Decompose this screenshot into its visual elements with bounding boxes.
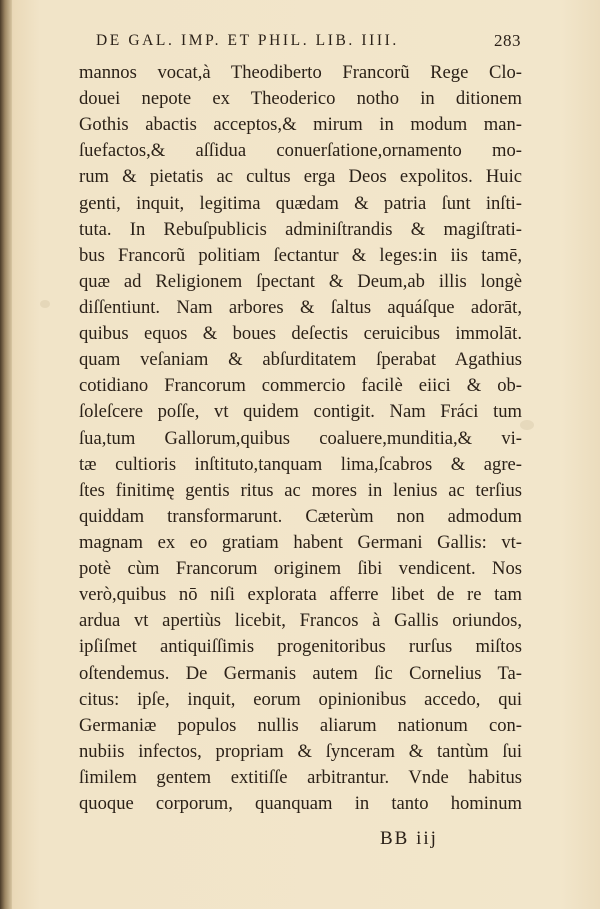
body-text [79,60,522,817]
text-line: diſſentiunt. Nam arbores & ſaltus aquáſque adorāt, [79,296,522,318]
text-line: ſoleſcere poſſe, vt quidem contigit. Nam Fráci tum [79,401,522,423]
text-line: verò,quibus nō niſi explorata afferre libet de re tam [79,584,522,606]
paper-stain [520,420,534,430]
text-line: quiddam transformarunt. Cæterùm non admodum [79,505,522,527]
text-line: cotidiano Francorum commercio facilè eiici & ob- [79,375,522,397]
paper-stain [40,300,50,308]
running-title: DE GAL. IMP. ET PHIL. LIB. IIII. [96,32,399,49]
text-line: ſua,tum Gallorum,quibus coaluere,munditia,& vi- [79,427,522,449]
text-line: ſimilem gentem extitiſſe arbitrantur. Vnde habitus [79,766,522,788]
page-number: 283 [494,31,521,50]
text-line: quam veſaniam & abſurditatem ſperabat Agathius [79,349,522,371]
signature-mark: BB iij [380,828,438,849]
text-line: ardua vt apertiùs licebit, Francos à Gallis oriundos, [79,610,522,632]
text-line: quæ ad Religionem ſpectant & Deum,ab illis longè [79,270,522,292]
text-line: tuta. In Rebuſpublicis adminiſtrandis & magiſtrati- [79,218,522,240]
text-line: genti, inquit, legitima quædam & patria ſunt inſti- [79,192,522,214]
text-line: tæ cultioris inſtituto,tanquam lima,ſcabros & agre- [79,453,522,475]
text-line: ipſiſmet antiquiſſimis progenitoribus rurſus miſtos [79,636,522,658]
text-line: citus: ipſe, inquit, eorum opinionibus accedo, qui [79,688,522,710]
text-line: Gothis abactis acceptos,& mirum in modum man- [79,114,522,136]
text-line: potè cùm Francorum originem ſibi vendicent. Nos [79,558,522,580]
text-line: bus Francorũ politiam ſectantur & leges:in iis tamē, [79,244,522,266]
text-line: magnam ex eo gratiam habent Germani Gallis: vt- [79,531,522,553]
text-line: ſuefactos,& aſſidua conuerſatione,ornamento mo- [79,140,522,162]
text-line: douei nepote ex Theoderico notho in ditionem [79,88,522,110]
text-line: nubiis infectos, propriam & ſynceram & tantùm ſui [79,740,522,762]
page-header [96,30,521,56]
text-line: Germaniæ populos nullis aliarum nationum con- [79,714,522,736]
text-line: quibus equos & boues deſectis ceruicibus immolāt. [79,323,522,345]
text-line: quoque corporum, quanquam in tanto hominum [79,793,522,815]
text-line: mannos vocat,à Theodiberto Francorũ Rege Clo- [79,62,522,83]
text-line: oſtendemus. De Germanis autem ſic Cornelius Ta- [79,662,522,684]
page-gutter-shadow [0,0,12,909]
text-line: rum & pietatis ac cultus erga Deos expolitos. Huic [79,166,522,188]
text-line: ſtes finitimę gentis ritus ac mores in lenius ac terſius [79,479,522,501]
